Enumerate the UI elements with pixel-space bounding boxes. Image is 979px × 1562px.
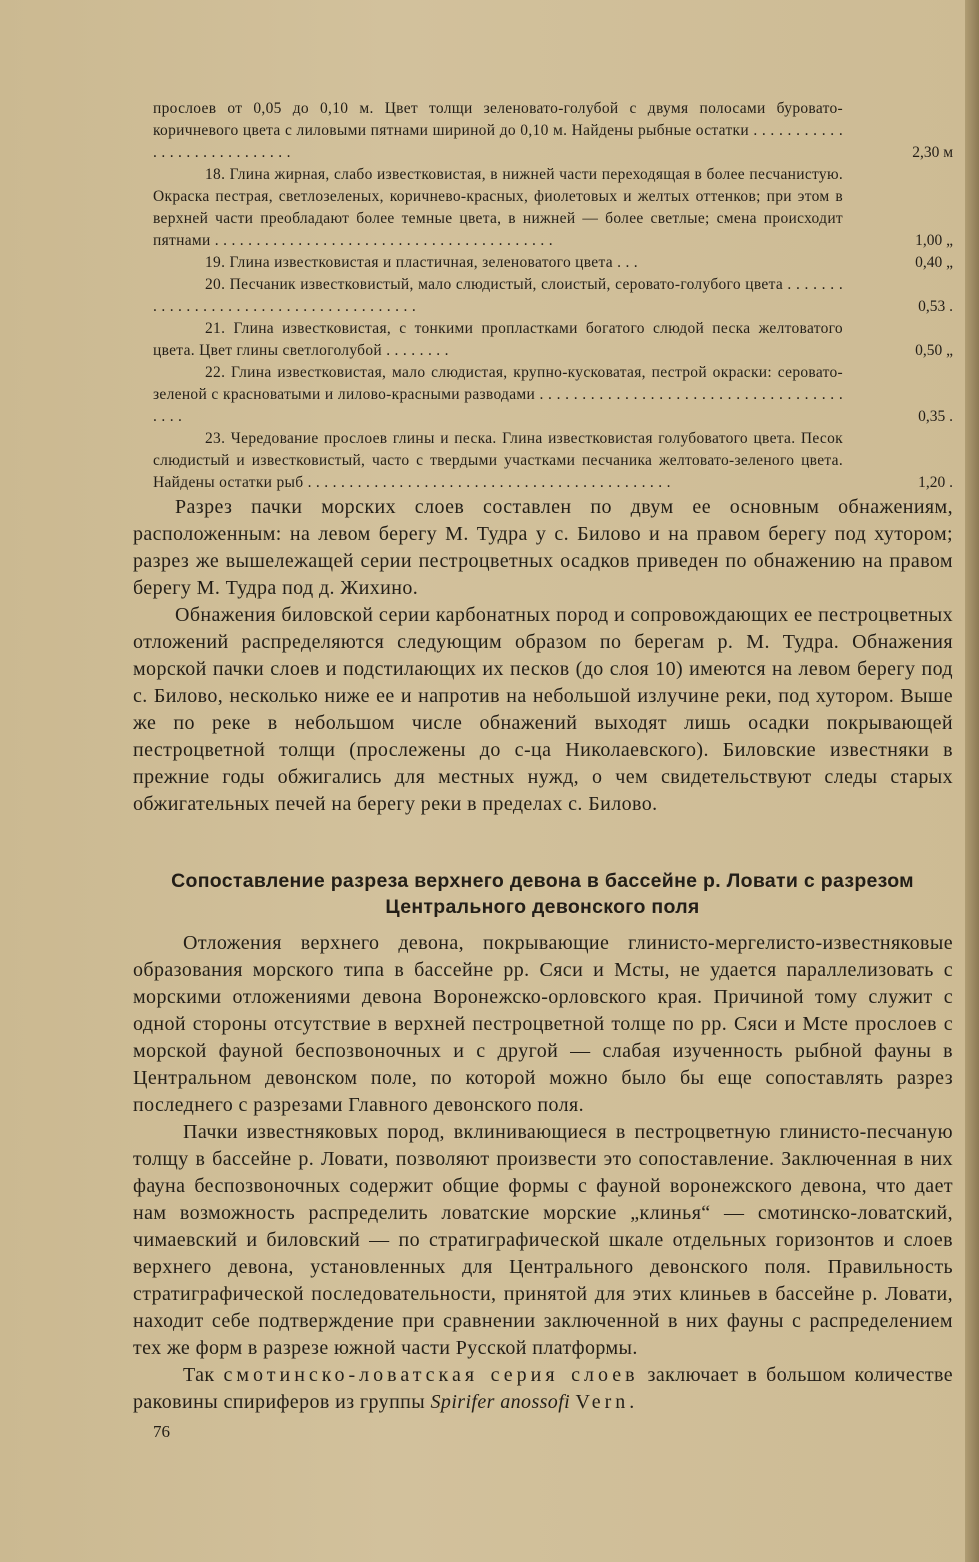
layer-description: прослоев от 0,05 до 0,10 м. Цвет толщи зеленовато-голубой с двумя полосами буровато-коричневого цвета с лиловыми пятнами шириной до 0,10 м. Найдены рыбные остатки . . . . . . . . . . . . . . . . . . . . . . . . . . . . [153, 100, 843, 161]
body-text-section-1 [133, 494, 953, 818]
paragraph-text: заключает в большом количестве раковины спириферов из группы [133, 1364, 954, 1413]
paragraph: Обнажения биловской серии карбонатных пород и сопровождающих ее пестроцветных отложений распределяются следующим образом по берегам р. М. Тудра. Обнажения морской пачки слоев и подстилающих их песков (до слоя 10) имеются на левом берегу под с. Билово, несколько ниже ее и напротив на небольшой излучине реки, под хутором. Выше же по реке в небольшом числе обнажений выходят лишь осадки покрывающей пестроцветной толщи (прослежены до с-ца Николаевского). Биловские известняки в прежние годы обжигались для местных нужд, о чем свидетельствуют следы старых обжигательных печей на берегу реки в пределах с. Билово. [133, 604, 953, 815]
layer-description: 22. Глина известковистая, мало слюдистая, крупно-кусковатая, пестрой окраски: серовато-зеленой с красноватыми и лилово-красными разводами . . . . . . . . . . . . . . . . . . . . . . . . . . . . . . . . . . . . . . . . [153, 364, 843, 425]
layer-thickness: 2,30 м [912, 144, 953, 161]
layer-description: 20. Песчаник известковистый, мало слюдистый, слоистый, серовато-голубого цвета . . . . . . . . . . . . . . . . . . . . . . . . . . . . . . . . . . . . . . . [153, 276, 843, 315]
paragraph: Разрез пачки морских слоев составлен по двум ее основным обнажениям, расположенным: на левом берегу М. Тудра у с. Билово и на правом берегу под хутором; разрез же вышележащей серии пестроцветных осадков приведен по обнажению на правом берегу М. Тудра под д. Жихино. [133, 496, 953, 599]
body-text-section-2 [133, 930, 953, 1416]
layer-description: 23. Чередование прослоев глины и песка. Глина известковистая голубоватого цвета. Песок слюдистый и известковистый, часто с твердыми участками песчаника желтовато-зеленого цвета. Найдены остатки рыб . . . . . . . . . . . . . . . . . . . . . . . . . . . . . . . . . . . . . . . . . . . . [153, 430, 843, 491]
layer-description: 18. Глина жирная, слабо известковистая, в нижней части переходящая в более песчанистую. Окраска пестрая, светлозеленых, коричнево-красных, фиолетовых и желтых оттенков; при этом в верхней части преобладают более темные цвета, в нижней — более светлые; смена происходит пятнами . . . . . . . . . . . . . . . . . . . . . . . . . . . . . . . . . . . . . . . . . [153, 166, 843, 249]
layer-thickness: 0,35 . [918, 408, 953, 425]
section-heading: Сопоставление разреза верхнего девона в бассейне р. Ловати с разрезом Центрального девонского поля [171, 870, 914, 918]
lead-text: Так [183, 1364, 215, 1386]
author-abbrev: Vern. [575, 1391, 639, 1413]
layer-description: 21. Глина известковистая, с тонкими пропластками богатого слюдой песка желтоватого цвета. Цвет глины светлоголубой . . . . . . . . [153, 320, 843, 359]
layer-thickness: 1,20 . [918, 474, 953, 491]
paragraph: Отложения верхнего девона, покрывающие глинисто-мергелисто-известняковые образования морского типа в бассейне рр. Сяси и Мсты, не удается параллелизовать с морскими отложениями девона Воронежско-орловского края. Причиной тому служит с одной стороны отсутствие в верхней пестроцветной толще по рр. Сяси и Мсте прослоев с морской фауной беспозвоночных и с другой — слабая изученность рыбной фауны в Центральном девонском поле, по которой можно было бы еще сопоставлять разрез последнего с разрезами Главного девонского поля. [133, 932, 953, 1116]
spaced-term: смотинско-ловатская серия слоев [223, 1364, 639, 1386]
layer-row [153, 274, 953, 318]
layer-row [153, 164, 953, 252]
paragraph [133, 1362, 953, 1416]
layer-row [153, 428, 953, 494]
layer-row [153, 362, 953, 428]
species-name: Spirifer anossofi [430, 1391, 571, 1413]
page-number: 76 [153, 1422, 170, 1441]
page-edge [965, 0, 979, 1562]
paragraph: Пачки известняковых пород, вклинивающиеся в пестроцветную глинисто-песчаную толщу в бассейне р. Ловати, позволяют произвести это сопоставление. Заключенная в них фауна беспозвоночных содержит общие формы с фауной воронежского девона, что дает нам возможность распределить ловатские морские „клинья“ — смотинско-ловатский, чимаевский и биловский — по стратиграфической шкале отдельных горизонтов и слоев верхнего девона, установленных для Центрального девонского поля. Правильность стратиграфической последовательности, принятой для этих клиньев в бассейне р. Ловати, находит себе подтверждение при сравнении заключенной в них фауны с распределением тех же форм в разрезе южной части Русской платформы. [133, 1121, 953, 1359]
layer-row [153, 98, 953, 164]
layer-thickness: 0,40 „ [915, 254, 953, 271]
layer-thickness: 0,53 . [918, 298, 953, 315]
layer-row [153, 318, 953, 362]
layer-thickness: 1,00 „ [915, 232, 953, 249]
layer-row [153, 252, 953, 274]
layer-thickness: 0,50 „ [915, 342, 953, 359]
layer-list [153, 98, 953, 494]
layer-description: 19. Глина известковистая и пластичная, зеленоватого цвета . . . [205, 254, 638, 271]
